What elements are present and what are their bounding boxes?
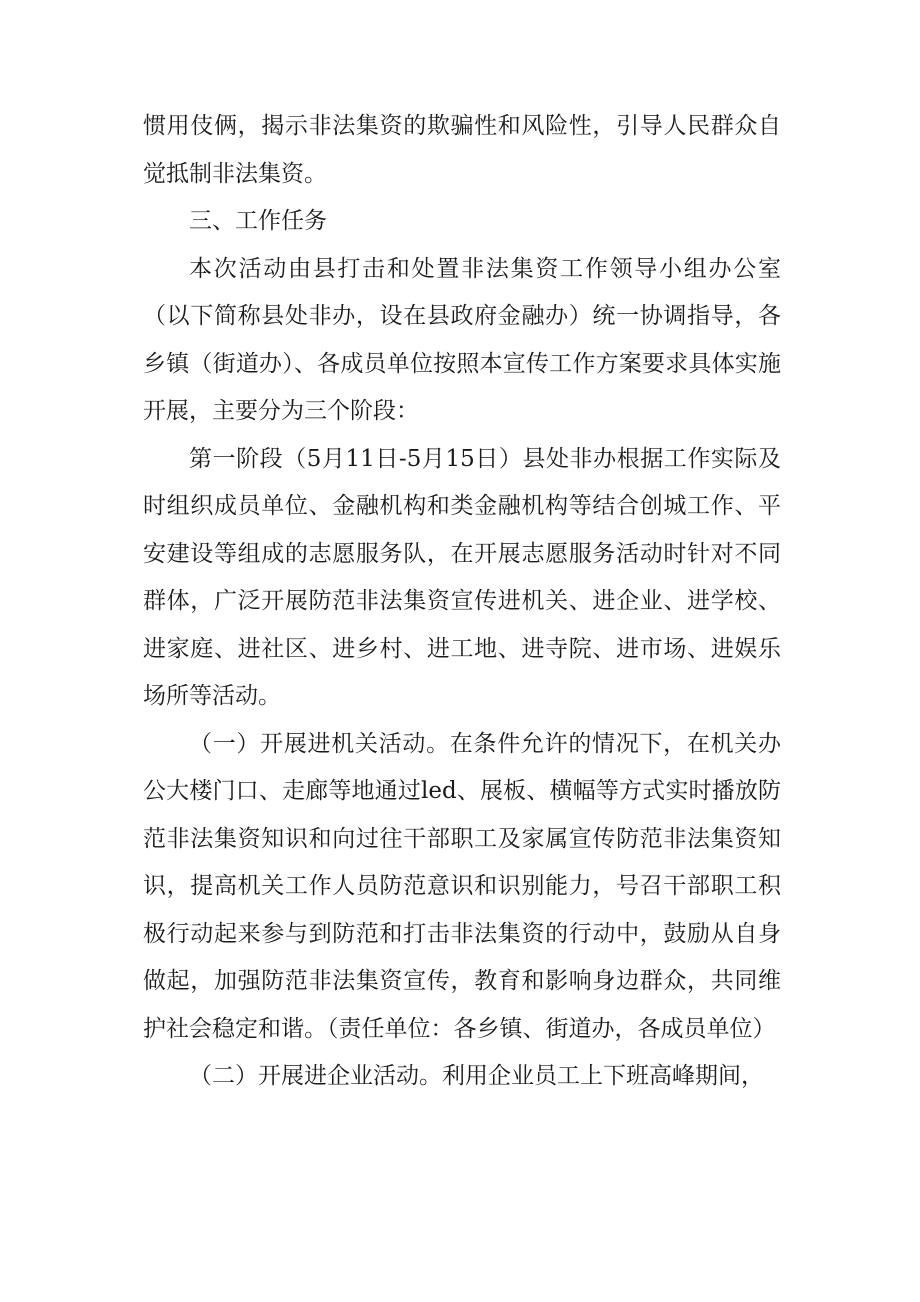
section-heading-work-tasks: 三、工作任务 bbox=[189, 208, 327, 234]
paragraph-item-two: （二）开展进企业活动。利用企业员工上下班高峰期间， bbox=[189, 1063, 764, 1089]
paragraph-continuation: 惯用伎俩，揭示非法集资的欺骗性和风险性，引导人民群众自觉抵制非法集资。 bbox=[143, 113, 781, 187]
document-body bbox=[143, 103, 781, 1101]
paragraph-item-one: （一）开展进机关活动。在条件允许的情况下，在机关办公大楼门口、走廊等地通过led、展板、横幅等方式实时播放防范非法集资知识和向过往干部职工及家属宣传防范非法集资知识，提高机关工作人员防范意识和识别能力，号召干部职工积极行动起来参与到防范和打击非法集资的行动中，鼓励从自身做起，加强防范非法集资宣传，教育和影响身边群众，共同维护社会稳定和谐。（责任单位：各乡镇、街道办，各成员单位） bbox=[143, 730, 781, 1042]
paragraph-task-intro: 本次活动由县打击和处置非法集资工作领导小组办公室（以下简称县处非办，设在县政府金融办）统一协调指导，各乡镇（街道办）、各成员单位按照本宣传工作方案要求具体实施开展，主要分为三个阶段： bbox=[143, 255, 781, 424]
paragraph-phase-one: 第一阶段（5月11日-5月15日）县处非办根据工作实际及时组织成员单位、金融机构和类金融机构等结合创城工作、平安建设等组成的志愿服务队，在开展志愿服务活动时针对不同群体，广泛开展防范非法集资宣传进机关、进企业、进学校、进家庭、进社区、进乡村、进工地、进寺院、进市场、进娱乐场所等活动。 bbox=[143, 445, 781, 709]
